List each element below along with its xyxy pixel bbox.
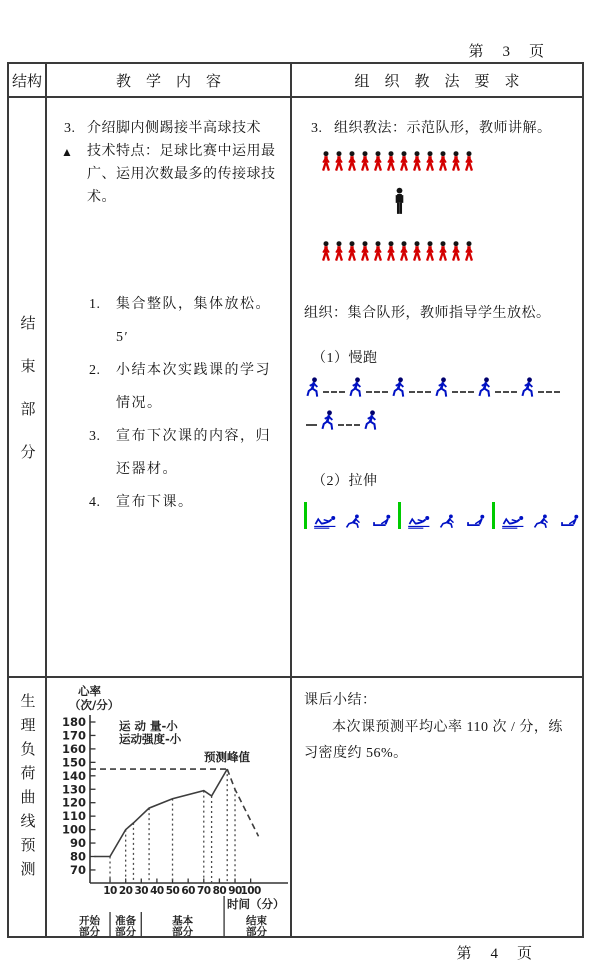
svg-text:准备: 准备 xyxy=(115,915,137,927)
svg-text:80: 80 xyxy=(212,885,227,897)
student-figure-icon xyxy=(437,241,449,261)
summary-title: 课后小结： xyxy=(304,693,377,708)
student-figure-icon xyxy=(372,151,384,171)
svg-text:140: 140 xyxy=(61,768,86,783)
student-figure-icon xyxy=(320,241,332,261)
runner-figure-icon xyxy=(390,377,407,398)
situp-figure-icon xyxy=(500,514,526,529)
path-dashes xyxy=(538,391,560,393)
student-figure-icon xyxy=(411,151,423,171)
svg-text:120: 120 xyxy=(61,795,86,810)
jog-label: （1）慢跑 xyxy=(312,350,378,366)
svg-text:70: 70 xyxy=(196,885,211,897)
student-figure-icon xyxy=(463,241,475,261)
student-row xyxy=(320,151,480,171)
student-figure-icon xyxy=(346,241,358,261)
svg-text:160: 160 xyxy=(61,741,86,756)
organize-text: 组织：集合队形，教师指导学生放松。 xyxy=(304,305,551,321)
row-label-ending-section xyxy=(9,98,47,678)
svg-text:预测峰值: 预测峰值 xyxy=(204,750,250,764)
list-item xyxy=(57,486,284,519)
list-item-number: 4. xyxy=(89,495,101,510)
list-item-number: 3. xyxy=(89,428,101,444)
svg-text:部分: 部分 xyxy=(79,926,101,936)
student-figure-icon xyxy=(385,241,397,261)
student-figure-icon xyxy=(424,151,436,171)
svg-text:180: 180 xyxy=(61,715,86,729)
jog-unit xyxy=(433,377,476,398)
svg-text:90: 90 xyxy=(69,836,86,851)
list-item-text: 宣布下课。 xyxy=(116,495,194,510)
jog-unit xyxy=(304,377,347,398)
student-figure-icon xyxy=(450,151,462,171)
list-item-text: 集合整队，集体放松。5′ xyxy=(116,296,271,345)
jog-row-1 xyxy=(304,377,574,398)
stretch-row xyxy=(304,502,574,529)
svg-text:110: 110 xyxy=(61,809,86,824)
svg-text:基本: 基本 xyxy=(172,915,194,927)
content-feature-note xyxy=(57,141,284,210)
row-label-physio-section xyxy=(9,678,47,936)
svg-text:开始: 开始 xyxy=(79,915,101,927)
content-point-3 xyxy=(57,118,284,141)
runner-figure-icon xyxy=(362,410,379,431)
heart-rate-chart-cell xyxy=(47,678,292,936)
student-figure-icon xyxy=(333,151,345,171)
path-dashes xyxy=(452,391,474,393)
runner-figure-icon xyxy=(433,377,450,398)
path-dashes xyxy=(306,424,317,426)
jog-unit xyxy=(304,410,336,431)
header-organization-method: 组 织 教 法 要 求 xyxy=(292,64,582,98)
list-item-text: 小结本次实践课的学习情况。 xyxy=(116,362,271,411)
teacher-figure-icon xyxy=(392,187,407,216)
runner-figure-icon xyxy=(519,377,536,398)
list-item xyxy=(57,354,284,420)
runner-figure-icon xyxy=(319,410,336,431)
svg-text:60: 60 xyxy=(181,885,195,897)
stretch-group xyxy=(304,502,394,529)
situp-figure-icon xyxy=(406,514,432,529)
content-point-3-number: 3. xyxy=(64,121,76,136)
svg-text:90: 90 xyxy=(228,885,242,897)
lunge-figure-icon xyxy=(533,514,552,529)
svg-text:150: 150 xyxy=(61,755,86,770)
svg-text:20: 20 xyxy=(118,885,133,897)
student-figure-icon xyxy=(450,241,462,261)
svg-text:130: 130 xyxy=(61,782,86,797)
physio-section-label: 生理负荷曲线预测 xyxy=(18,692,35,885)
demonstration-formation xyxy=(320,151,574,261)
lunge-figure-icon xyxy=(439,514,458,529)
jog-unit xyxy=(336,410,379,431)
svg-text:10: 10 xyxy=(103,885,117,897)
student-figure-icon xyxy=(346,151,358,171)
sit-reach-figure-icon xyxy=(371,514,394,529)
runner-figure-icon xyxy=(476,377,493,398)
stretch-label: （2）拉伸 xyxy=(312,473,378,489)
path-dashes xyxy=(323,391,345,393)
jog-unit xyxy=(390,377,433,398)
stretch-group xyxy=(398,502,488,529)
path-dashes xyxy=(366,391,388,393)
runner-figure-icon xyxy=(304,377,321,398)
svg-text:50: 50 xyxy=(165,885,180,897)
svg-text:40: 40 xyxy=(150,885,164,897)
path-dashes xyxy=(338,424,360,426)
sit-reach-figure-icon xyxy=(465,514,488,529)
svg-text:部分: 部分 xyxy=(246,926,268,936)
student-figure-icon xyxy=(398,151,410,171)
list-item xyxy=(57,420,284,486)
content-feature-text: 技术特点：足球比赛中运用最广、运用次数最多的传接球技术。 xyxy=(87,143,276,205)
svg-text:（次/分）: （次/分） xyxy=(69,698,120,712)
student-figure-icon xyxy=(398,241,410,261)
hr-chart xyxy=(47,678,292,936)
list-item-text: 宣布下次课的内容，归还器材。 xyxy=(116,428,271,477)
student-figure-icon xyxy=(372,241,384,261)
jog-unit xyxy=(476,377,519,398)
svg-text:170: 170 xyxy=(61,728,86,743)
teacher-position xyxy=(392,187,574,225)
svg-text:80: 80 xyxy=(69,849,86,864)
jog-unit xyxy=(347,377,390,398)
svg-text:70: 70 xyxy=(69,862,86,877)
list-item-number: 1. xyxy=(89,296,101,312)
ending-teaching-content-cell xyxy=(47,98,292,678)
content-point-3-text: 介绍脚内侧踢接半高球技术 xyxy=(87,121,261,136)
student-figure-icon xyxy=(411,241,423,261)
student-figure-icon xyxy=(333,241,345,261)
student-row xyxy=(320,241,480,261)
svg-text:30: 30 xyxy=(134,885,149,897)
method-point-3-text: 组织教法：示范队形，教师讲解。 xyxy=(334,121,552,136)
svg-text:部分: 部分 xyxy=(172,926,194,936)
lunge-figure-icon xyxy=(345,514,364,529)
list-item-number: 2. xyxy=(89,362,101,378)
student-figure-icon xyxy=(463,151,475,171)
stretch-group xyxy=(492,502,582,529)
svg-text:部分: 部分 xyxy=(115,926,137,936)
method-point-3 xyxy=(304,118,574,141)
svg-text:运动强度-小: 运动强度-小 xyxy=(119,732,182,746)
lesson-plan-table xyxy=(7,62,584,938)
svg-text:心率: 心率 xyxy=(78,684,101,698)
svg-text:100: 100 xyxy=(240,885,261,897)
student-figure-icon xyxy=(424,241,436,261)
svg-text:结束: 结束 xyxy=(246,915,268,927)
jog-unit xyxy=(519,377,562,398)
header-structure: 结构 xyxy=(9,64,47,98)
summary-body: 本次课预测平均心率 110 次 / 分，练习密度约 56%。 xyxy=(304,719,563,762)
path-dashes xyxy=(495,391,517,393)
after-class-summary-cell xyxy=(292,678,582,936)
student-figure-icon xyxy=(437,151,449,171)
student-figure-icon xyxy=(320,151,332,171)
ending-method-cell xyxy=(292,98,582,678)
path-dashes xyxy=(409,391,431,393)
page-number-top: 第 3 页 xyxy=(468,44,546,60)
header-teaching-content: 教 学 内 容 xyxy=(47,64,292,98)
list-item xyxy=(57,288,284,354)
student-figure-icon xyxy=(385,151,397,171)
jog-row-2 xyxy=(304,410,574,431)
svg-text:100: 100 xyxy=(61,822,86,837)
ending-steps-list xyxy=(57,288,284,519)
ending-section-label: 结束部分 xyxy=(18,315,35,487)
runner-figure-icon xyxy=(347,377,364,398)
student-figure-icon xyxy=(359,151,371,171)
page-number-bottom: 第 4 页 xyxy=(456,946,534,962)
sit-reach-figure-icon xyxy=(559,514,582,529)
situp-figure-icon xyxy=(312,514,338,529)
triangle-bullet-icon: ▲ xyxy=(61,144,74,159)
student-figure-icon xyxy=(359,241,371,261)
svg-text:时间（分）: 时间（分） xyxy=(227,897,285,911)
svg-text:运 动 量-小: 运 动 量-小 xyxy=(119,719,178,733)
method-point-3-number: 3. xyxy=(311,121,323,136)
